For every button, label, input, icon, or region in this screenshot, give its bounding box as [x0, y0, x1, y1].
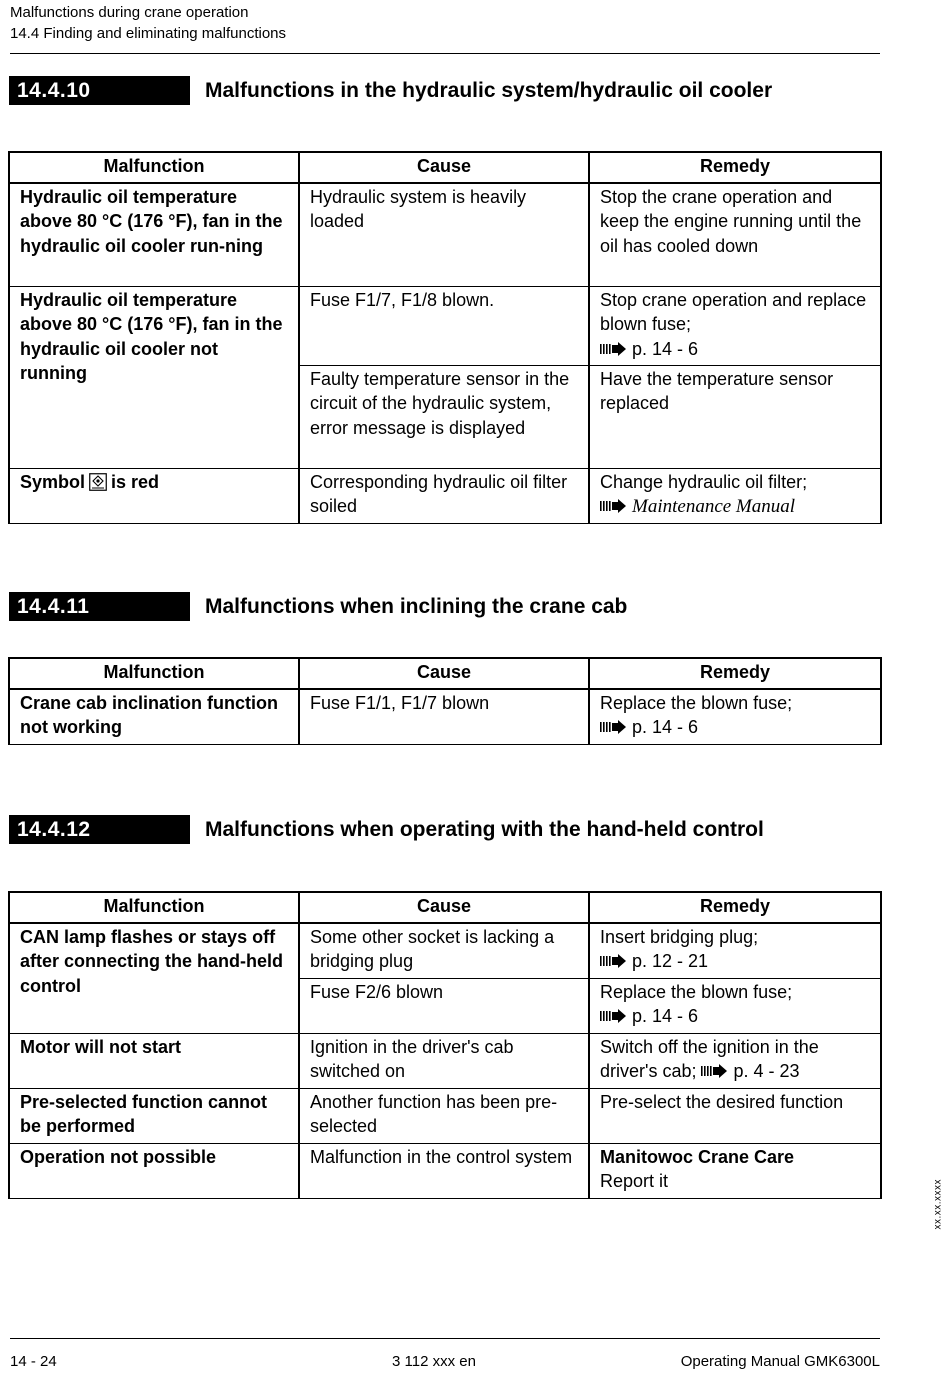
reference-arrow-icon [600, 1009, 626, 1023]
table-row [9, 286, 881, 365]
page-header [10, 2, 286, 44]
malfunction-cell: Operation not possible [9, 1143, 299, 1198]
malfunction-table-cab [8, 657, 882, 745]
table-row [9, 923, 881, 979]
malfunction-cell: Pre-selected function cannot be performed [9, 1088, 299, 1143]
remedy-text: Stop crane operation and replace blown fuse; [600, 289, 867, 334]
remedy-text: Replace the blown fuse; [600, 692, 793, 713]
table-row [9, 1143, 881, 1198]
malfunction-table-hydraulic [8, 151, 882, 524]
section-title: Malfunctions when operating with the hand-held control [205, 818, 764, 841]
remedy-cell [589, 286, 881, 365]
table-header-row [9, 152, 881, 183]
column-header-cause: Cause [299, 658, 589, 689]
column-header-cause: Cause [299, 892, 589, 923]
cause-cell: Faulty temperature sensor in the circuit of the hydraulic system, error message is displayed [299, 365, 589, 468]
side-code: xx.xx.xxxx [932, 1178, 944, 1230]
remedy-text: Switch off the ignition in the driver's cab; [600, 1036, 819, 1081]
section-title: Malfunctions when inclining the crane cab [205, 595, 628, 618]
section-title: Malfunctions in the hydraulic system/hydraulic oil cooler [205, 79, 773, 102]
remedy-cell [589, 1033, 881, 1088]
cause-cell: Another function has been pre-selected [299, 1088, 589, 1143]
column-header-remedy: Remedy [589, 658, 881, 689]
reference-arrow-icon [701, 1064, 727, 1078]
malfunction-cell: Motor will not start [9, 1033, 299, 1088]
header-section: 14.4 Finding and eliminating malfunctions [10, 25, 286, 42]
page-reference-link[interactable]: p. 14 - 6 [632, 1006, 699, 1026]
malfunction-prefix: Symbol [20, 471, 86, 492]
page-reference-link[interactable]: p. 12 - 21 [632, 951, 709, 971]
reference-arrow-icon [600, 499, 626, 513]
cause-cell: Some other socket is lacking a bridging plug [299, 923, 589, 979]
remedy-text: Report it [600, 1171, 669, 1191]
hydraulic-filter-icon [89, 473, 107, 491]
header-divider [10, 53, 880, 54]
reference-arrow-icon [600, 954, 626, 968]
cause-cell: Corresponding hydraulic oil filter soiled [299, 468, 589, 523]
column-header-malfunction: Malfunction [9, 152, 299, 183]
cause-cell: Fuse F1/7, F1/8 blown. [299, 286, 589, 365]
remedy-cell: Stop the crane operation and keep the engine running until the oil has cooled down [589, 183, 881, 287]
remedy-cell [589, 468, 881, 523]
reference-arrow-icon [600, 342, 626, 356]
table-row [9, 1033, 881, 1088]
remedy-text: Replace the blown fuse; [600, 981, 793, 1002]
column-header-remedy: Remedy [589, 152, 881, 183]
remedy-text: Insert bridging plug; [600, 926, 759, 947]
malfunction-suffix: is red [111, 471, 160, 492]
remedy-cell: Pre-select the desired function [589, 1088, 881, 1143]
manual-title: Operating Manual GMK6300L [680, 1353, 880, 1370]
cause-cell: Fuse F2/6 blown [299, 978, 589, 1033]
section-number: 14.4.12 [9, 815, 190, 844]
reference-arrow-icon [600, 720, 626, 734]
header-chapter: Malfunctions during crane operation [10, 4, 249, 21]
remedy-cell [589, 923, 881, 979]
table-row [9, 1088, 881, 1143]
malfunction-table-hand-held [8, 891, 882, 1199]
column-header-remedy: Remedy [589, 892, 881, 923]
table-row [9, 689, 881, 745]
document-number: 3 112 xxx en [392, 1353, 476, 1370]
column-header-malfunction: Malfunction [9, 892, 299, 923]
cause-cell: Malfunction in the control system [299, 1143, 589, 1198]
table-header-row [9, 892, 881, 923]
remedy-cell: Have the temperature sensor replaced [589, 365, 881, 468]
malfunction-cell: Hydraulic oil temperature above 80 °C (176 °F), fan in the hydraulic oil cooler run-ning [9, 183, 299, 287]
remedy-cell [589, 1143, 881, 1198]
table-header-row [9, 658, 881, 689]
page-reference-link[interactable]: p. 14 - 6 [632, 338, 699, 359]
remedy-text: Change hydraulic oil filter; [600, 471, 808, 492]
cause-cell: Ignition in the driver's cab switched on [299, 1033, 589, 1088]
footer-divider [10, 1338, 880, 1339]
section-number: 14.4.11 [9, 592, 190, 621]
section-number: 14.4.10 [9, 76, 190, 105]
cause-cell: Hydraulic system is heavily loaded [299, 183, 589, 287]
remedy-cell [589, 978, 881, 1033]
column-header-cause: Cause [299, 152, 589, 183]
page-number: 14 - 24 [10, 1353, 57, 1370]
remedy-cell [589, 689, 881, 745]
malfunction-cell: Hydraulic oil temperature above 80 °C (176 °F), fan in the hydraulic oil cooler not running [9, 286, 299, 468]
table-row [9, 468, 881, 523]
table-row [9, 183, 881, 287]
malfunction-cell: Crane cab inclination function not working [9, 689, 299, 745]
maintenance-manual-reference[interactable]: Maintenance Manual [632, 496, 796, 517]
page-reference-link[interactable]: p. 14 - 6 [632, 717, 699, 737]
malfunction-cell: CAN lamp flashes or stays off after connecting the hand-held control [9, 923, 299, 1034]
cause-cell: Fuse F1/1, F1/7 blown [299, 689, 589, 745]
malfunction-cell [9, 468, 299, 523]
service-contact: Manitowoc Crane Care [600, 1146, 795, 1167]
column-header-malfunction: Malfunction [9, 658, 299, 689]
page-reference-link[interactable]: p. 4 - 23 [733, 1061, 800, 1081]
